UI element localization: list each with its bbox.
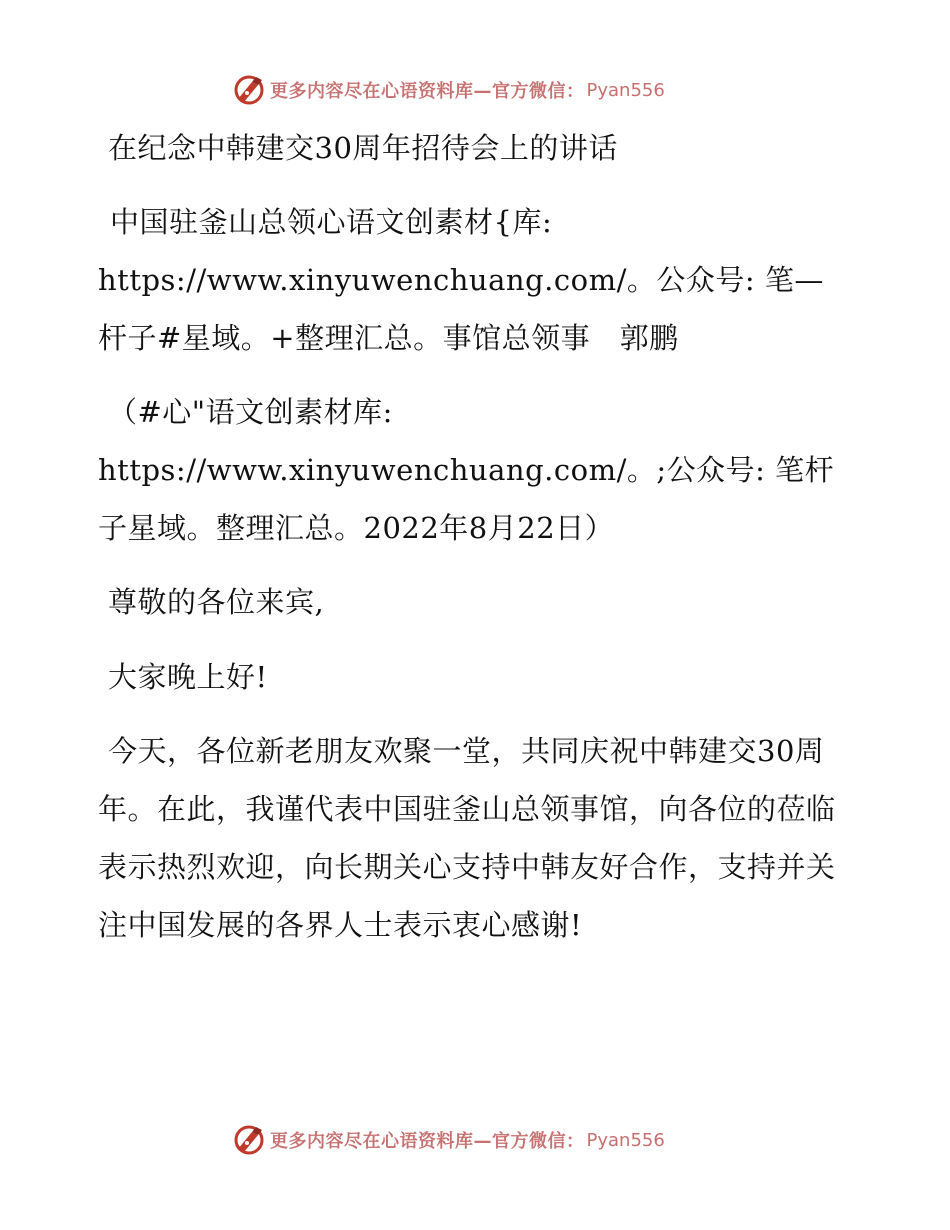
banner-text: 更多内容尽在心语资料库—官方微信： [270,1131,585,1152]
pen-nib-logo-icon [232,1123,266,1157]
header-banner [232,72,665,108]
greeting-line: 尊敬的各位来宾, [108,585,325,619]
document-title: 在纪念中韩建交30周年招待会上的讲话 [108,131,618,165]
speaker-line: 中国驻釜山总领心语文创素材{库: https://www.xinyuwenchuang.com/。公众号: 笔—杆子#星域。+整理汇总。事馆总领事 郭鹏 [98,205,824,355]
date-line: （#心"语文创素材库: https://www.xinyuwenchuang.com/。;公众号: 笔杆子星域。整理汇总。2022年8月22日） [98,395,835,545]
body-paragraph: 今天，各位新老朋友欢聚一堂，共同庆祝中韩建交30周年。在此，我谨代表中国驻釜山总领事馆，向各位的莅临表示热烈欢迎，向长期关心支持中韩友好合作，支持并关注中国发展的各界人士表示衷心感谢! [98,734,836,942]
banner-text: 更多内容尽在心语资料库—官方微信： [270,81,585,102]
wechat-id: Pyan556 [586,1129,665,1151]
greeting-line-2: 大家晚上好! [108,660,268,694]
pen-nib-logo-icon [232,73,266,107]
wechat-id: Pyan556 [586,79,665,101]
footer-banner [232,1122,665,1158]
